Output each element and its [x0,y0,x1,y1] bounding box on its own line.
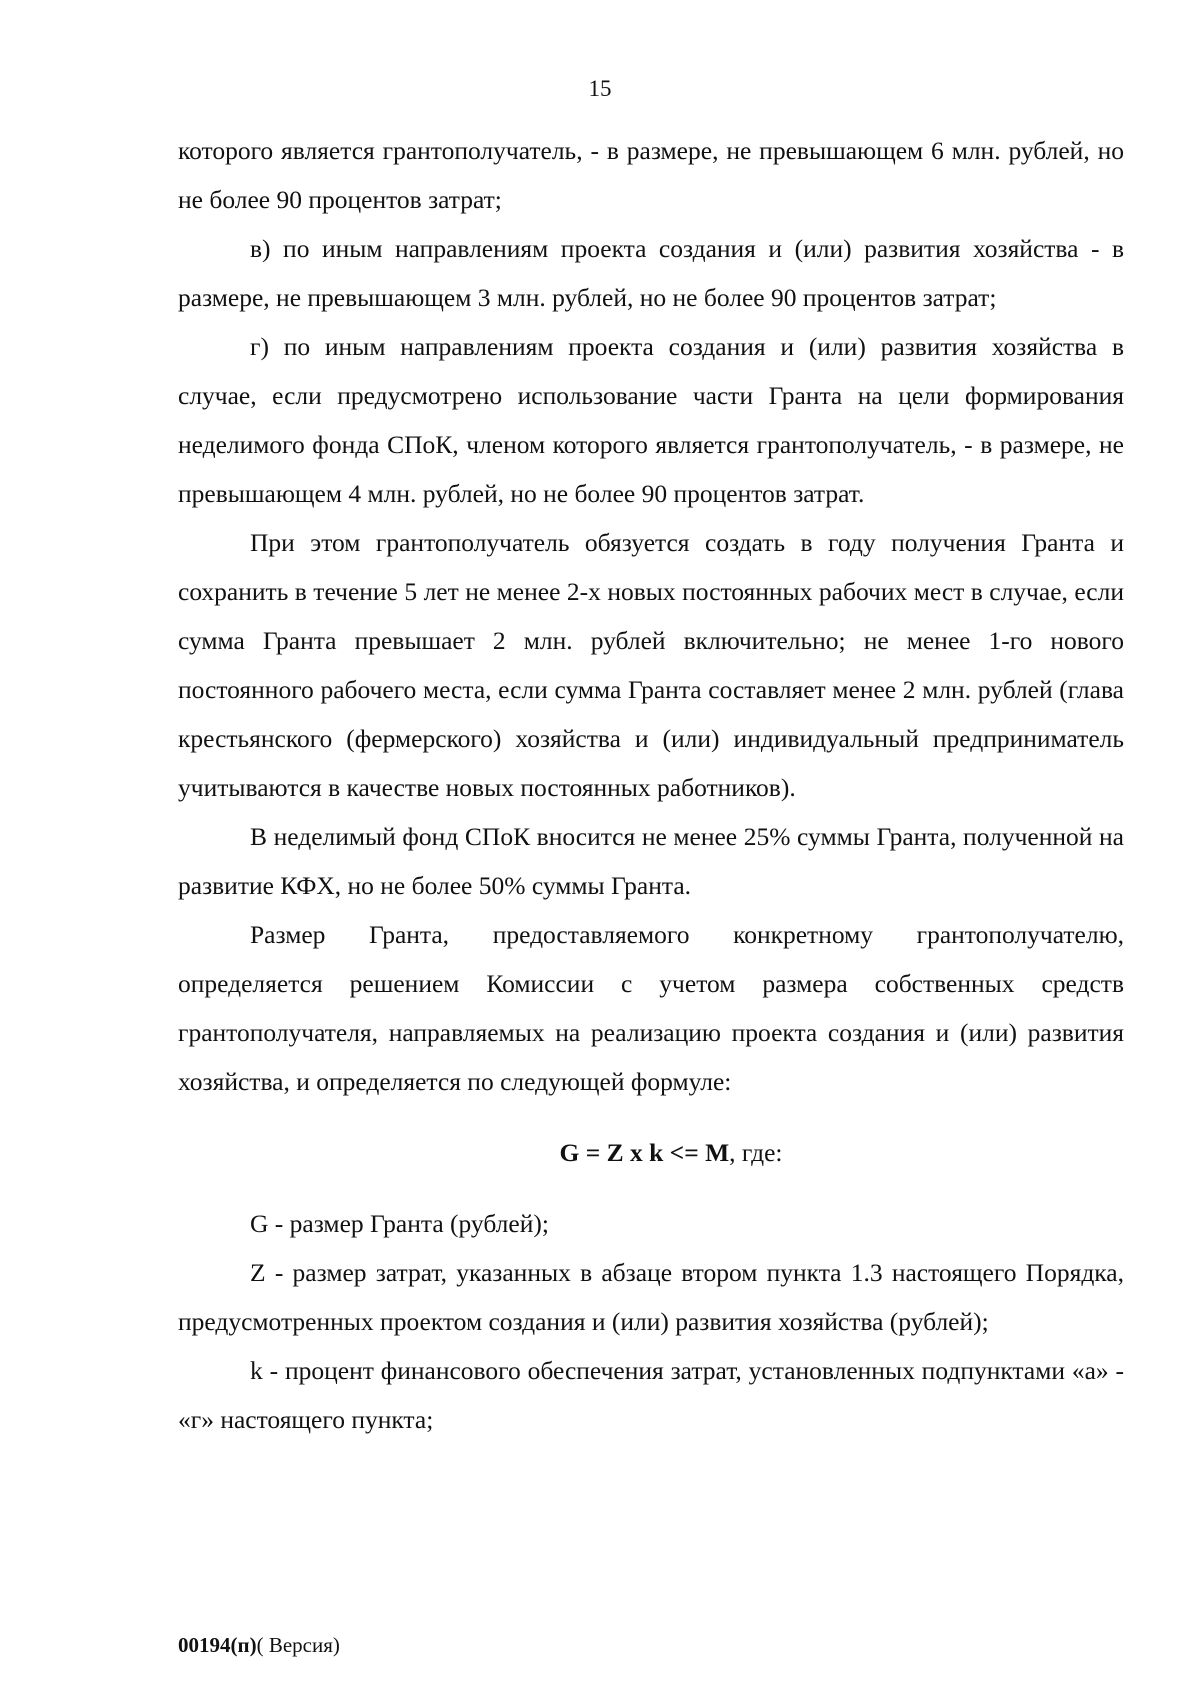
formula-tail: , где: [729,1138,783,1167]
definition-z: Z - размер затрат, указанных в абзаце втором пункта 1.3 настоящего Порядка, предусмотренных проектом создания и (или) развития хозяйства (рублей); [178,1258,1124,1336]
paragraph-grant-size: Размер Гранта, предоставляемого конкретному грантополучателю, определяется решением Комиссии с учетом размера собственных средств грантополучателя, направляемых на реализацию проекта создания и (или) развития хозяйства, и определяется по следующей формуле: [178,920,1124,1096]
definition-g: G - размер Гранта (рублей); [250,1209,549,1238]
paragraph-obligation: При этом грантополучатель обязуется создать в году получения Гранта и сохранить в течение 5 лет не менее 2-х новых постоянных рабочих мест в случае, если сумма Гранта превышает 2 млн. рублей включительно; не менее 1-го нового постоянного рабочего места, если сумма Гранта составляет менее 2 млн. рублей (глава крестьянского (фермерского) хозяйства и (или) индивидуальный предприниматель учитываются в качестве новых постоянных работников). [178,528,1124,802]
document-body [178,126,1124,1444]
document-code: 00194(п) [178,1633,257,1657]
formula [178,1128,1124,1177]
definition-k: k - процент финансового обеспечения затрат, установленных подпунктами «а» - «г» настоящего пункта; [178,1356,1124,1434]
paragraph-continuation: которого является грантополучатель, - в размере, не превышающем 6 млн. рублей, но не более 90 процентов затрат; [178,136,1124,214]
document-footer [178,1633,340,1658]
page-number: 15 [588,76,612,101]
document-version: ( Версия) [256,1633,340,1657]
formula-expression: G = Z x k <= M [559,1138,730,1167]
paragraph-subitem-g: г) по иным направлениям проекта создания и (или) развития хозяйства в случае, если предусмотрено использование части Гранта на цели формирования неделимого фонда СПоК, членом которого является грантополучатель, - в размере, не превышающем 4 млн. рублей, но не более 90 процентов затрат. [178,332,1124,508]
paragraph-indivisible-fund: В неделимый фонд СПоК вносится не менее 25% суммы Гранта, полученной на развитие КФХ, но не более 50% суммы Гранта. [178,822,1124,900]
paragraph-subitem-v: в) по иным направлениям проекта создания и (или) развития хозяйства - в размере, не превышающем 3 млн. рублей, но не более 90 процентов затрат; [178,234,1124,312]
